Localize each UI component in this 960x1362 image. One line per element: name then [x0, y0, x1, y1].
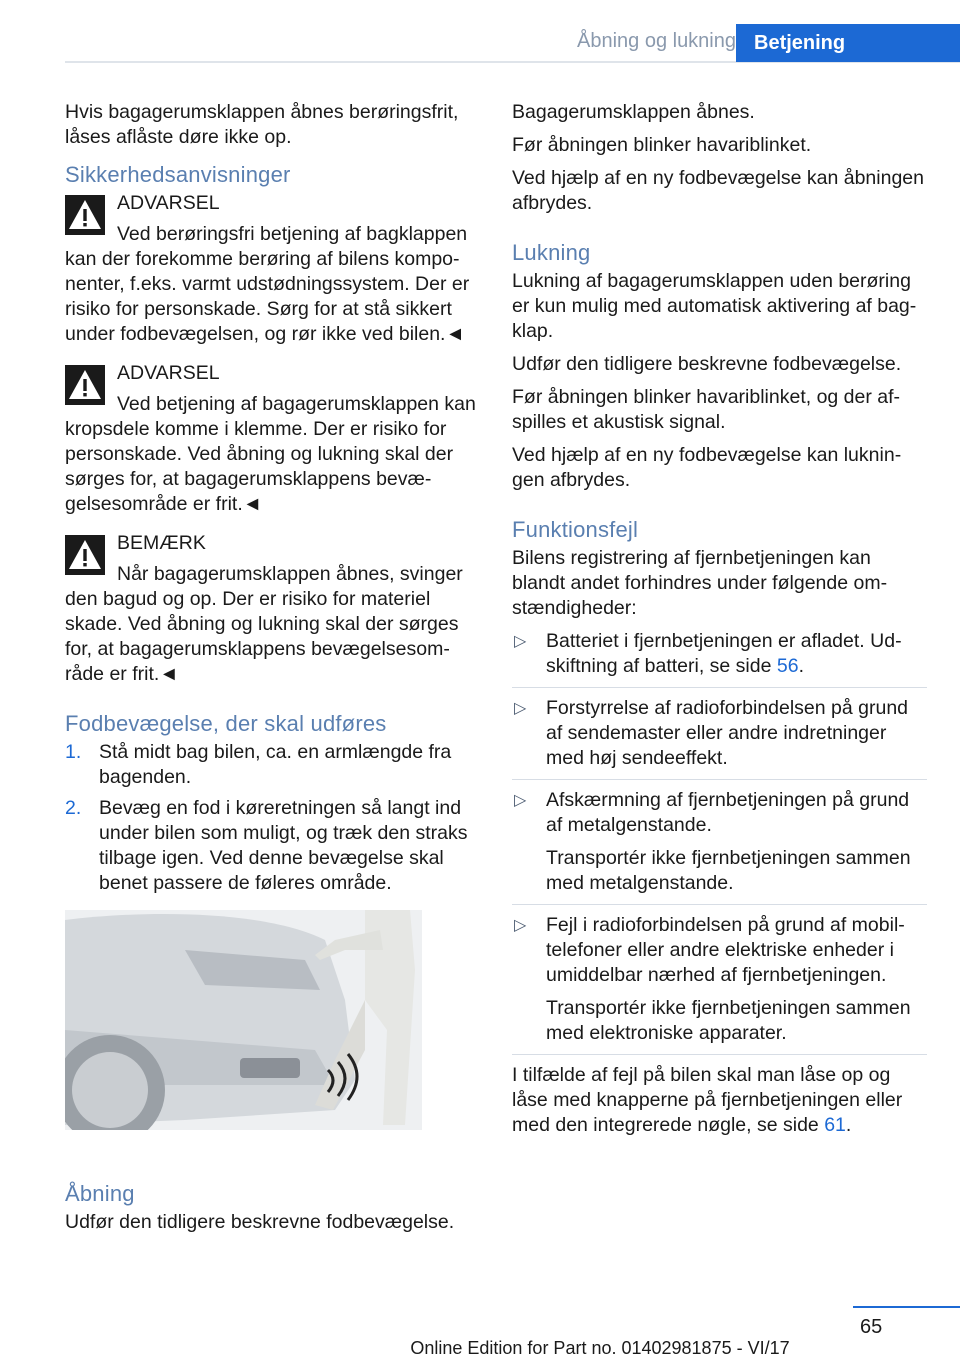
paragraph: Ved hjælp af en ny fodbevægelse kan åbningen afbrydes. [512, 167, 924, 214]
page-number: 65 [860, 1316, 883, 1338]
warning-triangle-icon [65, 365, 105, 405]
warning-title: ADVARSEL [117, 362, 220, 384]
warning-triangle-icon [65, 195, 105, 235]
list-item-subtext: Transportér ikke fjernbetjeningen sammen med elektroniske apparater. [546, 997, 911, 1044]
warning-triangle-icon [65, 535, 105, 575]
warning-block [65, 191, 480, 347]
paragraph-text: I tilfælde af fejl på bilen skal man låse op og låse med knapperne på fjernbetjeningen eller med den integrerede nøgle, se side [512, 1064, 903, 1136]
malfunction-closing-paragraph [512, 1063, 927, 1138]
intro-paragraph: Hvis bagagerumsklappen åbnes berøringsfrit, låses aflåste døre ikke op. [65, 101, 459, 148]
paragraph: Bagagerumsklappen åbnes. [512, 101, 755, 123]
step-number: 2. [65, 797, 82, 819]
list-item [512, 788, 927, 905]
triangle-bullet-icon: ▷ [514, 700, 527, 717]
malfunction-list [512, 629, 927, 1055]
list-item-subtext: Transportér ikke fjernbetjeningen sammen med metalgenstande. [546, 847, 911, 894]
list-item [512, 913, 927, 1055]
page-reference-link[interactable]: 56 [776, 655, 799, 677]
footer-rule [853, 1306, 960, 1308]
step-text: Bevæg en fod i køreretningen så langt ind under bilen som muligt, og træk den straks tilbage igen. Ved denne bevægelse skal benet passere de føleres område. [99, 797, 468, 894]
steps-list [65, 740, 480, 896]
paragraph: Udfør den tidligere beskrevne fodbevægelse. [512, 353, 902, 375]
warning-text: Ved berøringsfri betjening af bagklappen kan der forekomme berøring af bilens komponenter, f.eks. varmt udstødningssystem. Der er risiko for personskade. Sørg for at stå sikkert under fodbevægelsen, og rør ikke ved bilen.◄ [65, 223, 470, 345]
right-column [512, 100, 927, 1146]
warning-text: Ved betjening af bagagerumsklappen kan kropsdele komme i klemme. Der er risiko for personskade. Ved åbning og lukning skal der sørges for, at bagagerumsklappens bevægelsesområde er frit.◄ [65, 393, 476, 515]
list-item-punct: . [798, 655, 804, 677]
safety-heading: Sikkerhedsanvisninger [65, 162, 291, 187]
header-section-title: Åbning og lukning [576, 30, 736, 52]
left-column [65, 100, 480, 1243]
warning-block [65, 361, 480, 517]
list-item [65, 796, 480, 896]
foot-gesture-illustration [65, 910, 422, 1130]
paragraph: Ved hjælp af en ny fodbevægelse kan lukningen afbrydes. [512, 444, 902, 491]
opening-text: Udfør den tidligere beskrevne fodbevægelse. [65, 1211, 455, 1233]
list-item [65, 740, 480, 790]
notice-title: BEMÆRK [117, 532, 206, 554]
header-chapter-tab: Betjening [736, 24, 960, 62]
paragraph-punct: . [845, 1114, 852, 1136]
triangle-bullet-icon: ▷ [514, 633, 527, 650]
paragraph: Før åbningen blinker havariblinket. [512, 134, 812, 156]
notice-text: Når bagagerumsklappen åbnes, svinger den bagud og op. Der er risiko for materiel skade. Ved åbning og lukning skal der sørges for, at bagagerumsklappens bevægelsesområde er frit.◄ [65, 563, 463, 685]
list-item-text: Forstyrrelse af radioforbindelsen på grund af sendemaster eller andre indretninger med høj sendeeffekt. [546, 697, 909, 769]
triangle-bullet-icon: ▷ [514, 917, 527, 934]
list-item-text: Fejl i radioforbindelsen på grund af mobiltelefoner eller andre elektriske enheder i umiddelbar nærhed af fjernbetjeningen. [546, 914, 905, 986]
list-item-text: Afskærmning af fjernbetjeningen på grund af metalgenstande. [546, 789, 910, 836]
step-number: 1. [65, 741, 82, 763]
warning-title: ADVARSEL [117, 192, 220, 214]
foot-movement-heading: Fodbevægelse, der skal udføres [65, 711, 387, 736]
edition-footer: Online Edition for Part no. 01402981875 - VI/17 [410, 1338, 790, 1358]
malfunction-heading: Funktionsfejl [512, 517, 639, 542]
paragraph: Lukning af bagagerumsklappen uden berøring er kun mulig med automatisk aktivering af bagklap. [512, 270, 917, 342]
list-item [512, 696, 927, 780]
paragraph: Før åbningen blinker havariblinket, og der afspilles et akustisk signal. [512, 386, 901, 433]
paragraph: Bilens registrering af fjernbetjeningen kan blandt andet forhindres under følgende omstændigheder: [512, 547, 888, 619]
closing-heading: Lukning [512, 240, 591, 265]
step-text: Stå midt bag bilen, ca. en armlængde fra bagenden. [99, 741, 452, 788]
list-item [512, 629, 927, 688]
opening-heading: Åbning [65, 1181, 135, 1206]
list-item-text: Batteriet i fjernbetjeningen er afladet. Udskiftning af batteri, se side [546, 630, 902, 677]
notice-block [65, 531, 480, 687]
triangle-bullet-icon: ▷ [514, 792, 527, 809]
page-reference-link[interactable]: 61 [824, 1114, 846, 1136]
